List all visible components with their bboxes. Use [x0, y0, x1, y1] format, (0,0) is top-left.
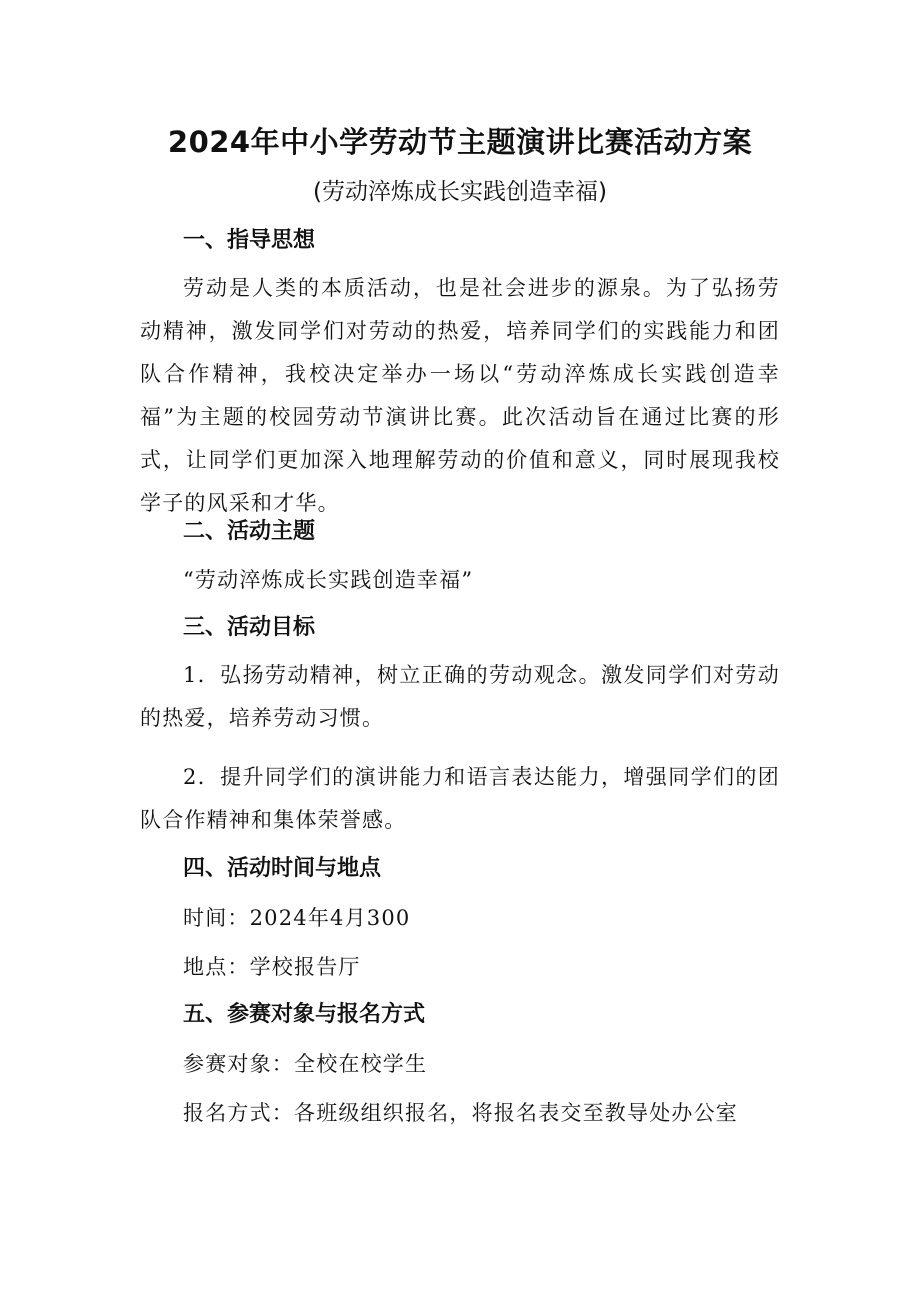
section-heading-activity-theme: 二、活动主题	[183, 519, 316, 544]
document-title: 2024年中小学劳动节主题演讲比赛活动方案	[167, 125, 753, 159]
section-heading-participants-registration: 五、参赛对象与报名方式	[183, 1002, 426, 1027]
registration-text: 报名方式：各班级组织报名，将报名表交至教导处办公室	[183, 1101, 738, 1125]
section-heading-activity-goals: 三、活动目标	[183, 615, 316, 640]
paragraph-guiding-ideology: 劳动是人类的本质活动，也是社会进步的源泉。为了弘扬劳动精神，激发同学们对劳动的热爱，培养同学们的实践能力和团队合作精神，我校决定举办一场以“劳动淬炼成长实践创造幸福”为主题的校园劳动节演讲比赛。此次活动旨在通过比赛的形式，让同学们更加深入地理解劳动的价值和意义，同时展现我校学子的风采和才华。	[140, 276, 780, 515]
section-heading-time-place: 四、活动时间与地点	[183, 856, 382, 881]
section-heading-guiding-ideology: 一、指导思想	[183, 228, 316, 253]
activity-place: 地点：学校报告厅	[183, 955, 361, 979]
participants-text: 参赛对象：全校在校学生	[183, 1052, 428, 1076]
document-subtitle: (劳动淬炼成长实践创造幸福)	[313, 179, 607, 205]
activity-time: 时间：2024年4月300	[183, 906, 411, 930]
activity-theme-text: “劳动淬炼成长实践创造幸福”	[183, 568, 474, 592]
goal-item-1: 1．弘扬劳动精神，树立正确的劳动观念。激发同学们对劳动的热爱，培养劳动习惯。	[140, 663, 780, 730]
goal-item-2: 2．提升同学们的演讲能力和语言表达能力，增强同学们的团队合作精神和集体荣誉感。	[140, 765, 780, 832]
